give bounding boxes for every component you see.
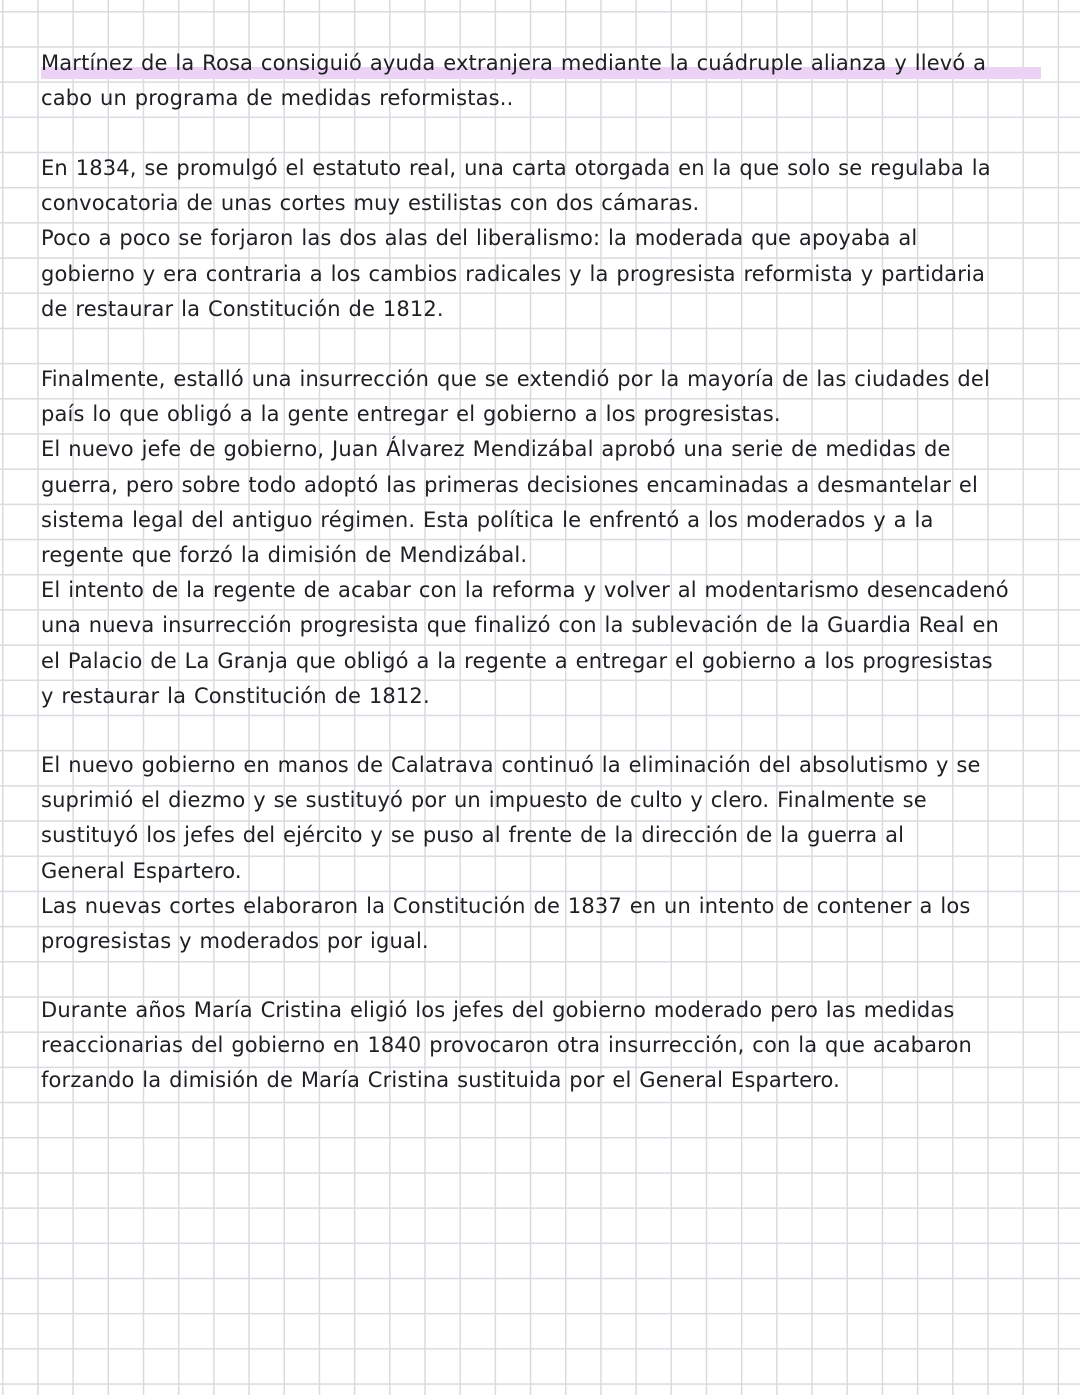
text-line: guerra, pero sobre todo adoptó las primeras decisiones encaminadas a desmantelar el: [41, 472, 978, 497]
text-line: el Palacio de La Granja que obligó a la regente a entregar el gobierno a los progresistas: [41, 648, 993, 673]
text-line: gobierno y era contraria a los cambios radicales y la progresista reformista y partidaria: [41, 261, 986, 286]
text-line: suprimió el diezmo y se sustituyó por un impuesto de culto y clero. Finalmente se: [41, 788, 927, 813]
text-line: país lo que obligó a la gente entregar el gobierno a los progresistas.: [41, 402, 781, 427]
paragraph-4: [41, 748, 1041, 959]
text-line: sistema legal del antiguo régimen. Esta política le enfrentó a los moderados y a la: [41, 507, 934, 532]
paragraph-1: [41, 46, 1041, 116]
text-line: Martínez de la Rosa consiguió ayuda extranjera mediante la cuádruple alianza y llevó a: [41, 46, 1041, 81]
text-line: y restaurar la Constitución de 1812.: [41, 683, 430, 708]
text-line: regente que forzó la dimisión de Mendizábal.: [41, 543, 528, 568]
text-line: reaccionarias del gobierno en 1840 provocaron otra insurrección, con la que acabaron: [41, 1033, 972, 1058]
text-line: una nueva insurrección progresista que finalizó con la sublevación de la Guardia Real en: [41, 613, 1000, 638]
text-line: General Espartero.: [41, 858, 242, 883]
text-line: El nuevo gobierno en manos de Calatrava continuó la eliminación del absolutismo y se: [41, 753, 981, 777]
text-line: convocatoria de unas cortes muy estilistas con dos cámaras.: [41, 191, 700, 216]
paragraph-2: [41, 151, 1041, 327]
text-line: cabo un programa de medidas reformistas..: [41, 86, 514, 111]
text-line: de restaurar la Constitución de 1812.: [41, 296, 444, 321]
text-line: sustituyó los jefes del ejército y se puso al frente de la dirección de la guerra al: [41, 823, 905, 848]
text-line: Finalmente, estalló una insurrección que se extendió por la mayoría de las ciudades del: [41, 367, 990, 391]
text-line: forzando la dimisión de María Cristina sustituida por el General Espartero.: [41, 1068, 840, 1093]
text-line: Las nuevas cortes elaboraron la Constitución de 1837 en un intento de contener a los: [41, 893, 971, 918]
text-line: progresistas y moderados por igual.: [41, 929, 429, 954]
text-line: El intento de la regente de acabar con la reforma y volver al modentarismo desencadenó: [41, 578, 1009, 603]
text-line: El nuevo jefe de gobierno, Juan Álvarez Mendizábal aprobó una serie de medidas de: [41, 437, 951, 462]
text-line: Poco a poco se forjaron las dos alas del liberalismo: la moderada que apoyaba al: [41, 226, 918, 251]
text-line: Durante años María Cristina eligió los jefes del gobierno moderado pero las medidas: [41, 998, 955, 1022]
paragraph-5: [41, 993, 1041, 1099]
text-line: En 1834, se promulgó el estatuto real, una carta otorgada en la que solo se regulaba la: [41, 156, 991, 180]
paragraph-3: [41, 362, 1041, 714]
